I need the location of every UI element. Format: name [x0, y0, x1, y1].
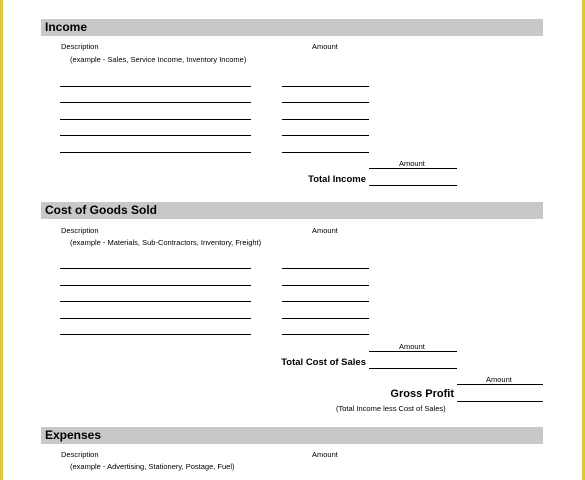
cogs-description-header: Description	[61, 226, 99, 235]
cogs-section-header	[41, 202, 543, 219]
income-section-header	[41, 19, 543, 36]
page-border-left	[0, 0, 3, 480]
expenses-section-title: Expenses	[45, 428, 102, 442]
total-income-field[interactable]	[369, 185, 457, 186]
income-section-title: Income	[45, 20, 88, 34]
total-income-top-line	[369, 168, 457, 169]
income-amount-header: Amount	[312, 42, 338, 51]
cogs-description-line[interactable]	[60, 301, 251, 302]
total-income-amount-header: Amount	[399, 159, 425, 168]
income-amount-line[interactable]	[282, 102, 369, 103]
gross-profit-amount-header: Amount	[486, 375, 512, 384]
income-amount-line[interactable]	[282, 119, 369, 120]
income-amount-line[interactable]	[282, 86, 369, 87]
income-amount-line[interactable]	[282, 152, 369, 153]
income-description-header: Description	[61, 42, 99, 51]
total-cost-of-sales-top-line	[369, 351, 457, 352]
cogs-amount-header: Amount	[312, 226, 338, 235]
cogs-example-text: (example - Materials, Sub-Contractors, Inventory, Freight)	[70, 238, 262, 247]
income-description-line[interactable]	[60, 86, 251, 87]
cogs-amount-line[interactable]	[282, 334, 369, 335]
cogs-amount-line[interactable]	[282, 301, 369, 302]
cogs-description-line[interactable]	[60, 285, 251, 286]
cogs-section-title: Cost of Goods Sold	[45, 203, 157, 217]
income-amount-line[interactable]	[282, 135, 369, 136]
cogs-description-line[interactable]	[60, 268, 251, 269]
income-description-line[interactable]	[60, 102, 251, 103]
total-cost-of-sales-label: Total Cost of Sales	[281, 357, 366, 368]
income-description-line[interactable]	[60, 119, 251, 120]
expenses-section-header	[41, 427, 543, 444]
income-description-line[interactable]	[60, 152, 251, 153]
cogs-description-line[interactable]	[60, 334, 251, 335]
total-cost-of-sales-field[interactable]	[369, 368, 457, 369]
gross-profit-label: Gross Profit	[390, 388, 454, 400]
gross-profit-field[interactable]	[457, 401, 543, 402]
total-income-label: Total Income	[308, 174, 366, 185]
total-cost-of-sales-amount-header: Amount	[399, 342, 425, 351]
cogs-amount-line[interactable]	[282, 285, 369, 286]
gross-profit-top-line	[457, 384, 543, 385]
cogs-amount-line[interactable]	[282, 318, 369, 319]
expenses-description-header: Description	[61, 450, 99, 459]
expenses-example-text: (example - Advertising, Stationery, Postage, Fuel)	[70, 462, 235, 471]
income-example-text: (example - Sales, Service Income, Inventory Income)	[70, 55, 247, 64]
cogs-amount-line[interactable]	[282, 268, 369, 269]
income-description-line[interactable]	[60, 135, 251, 136]
cogs-description-line[interactable]	[60, 318, 251, 319]
expenses-amount-header: Amount	[312, 450, 338, 459]
gross-profit-note: (Total Income less Cost of Sales)	[336, 404, 446, 413]
